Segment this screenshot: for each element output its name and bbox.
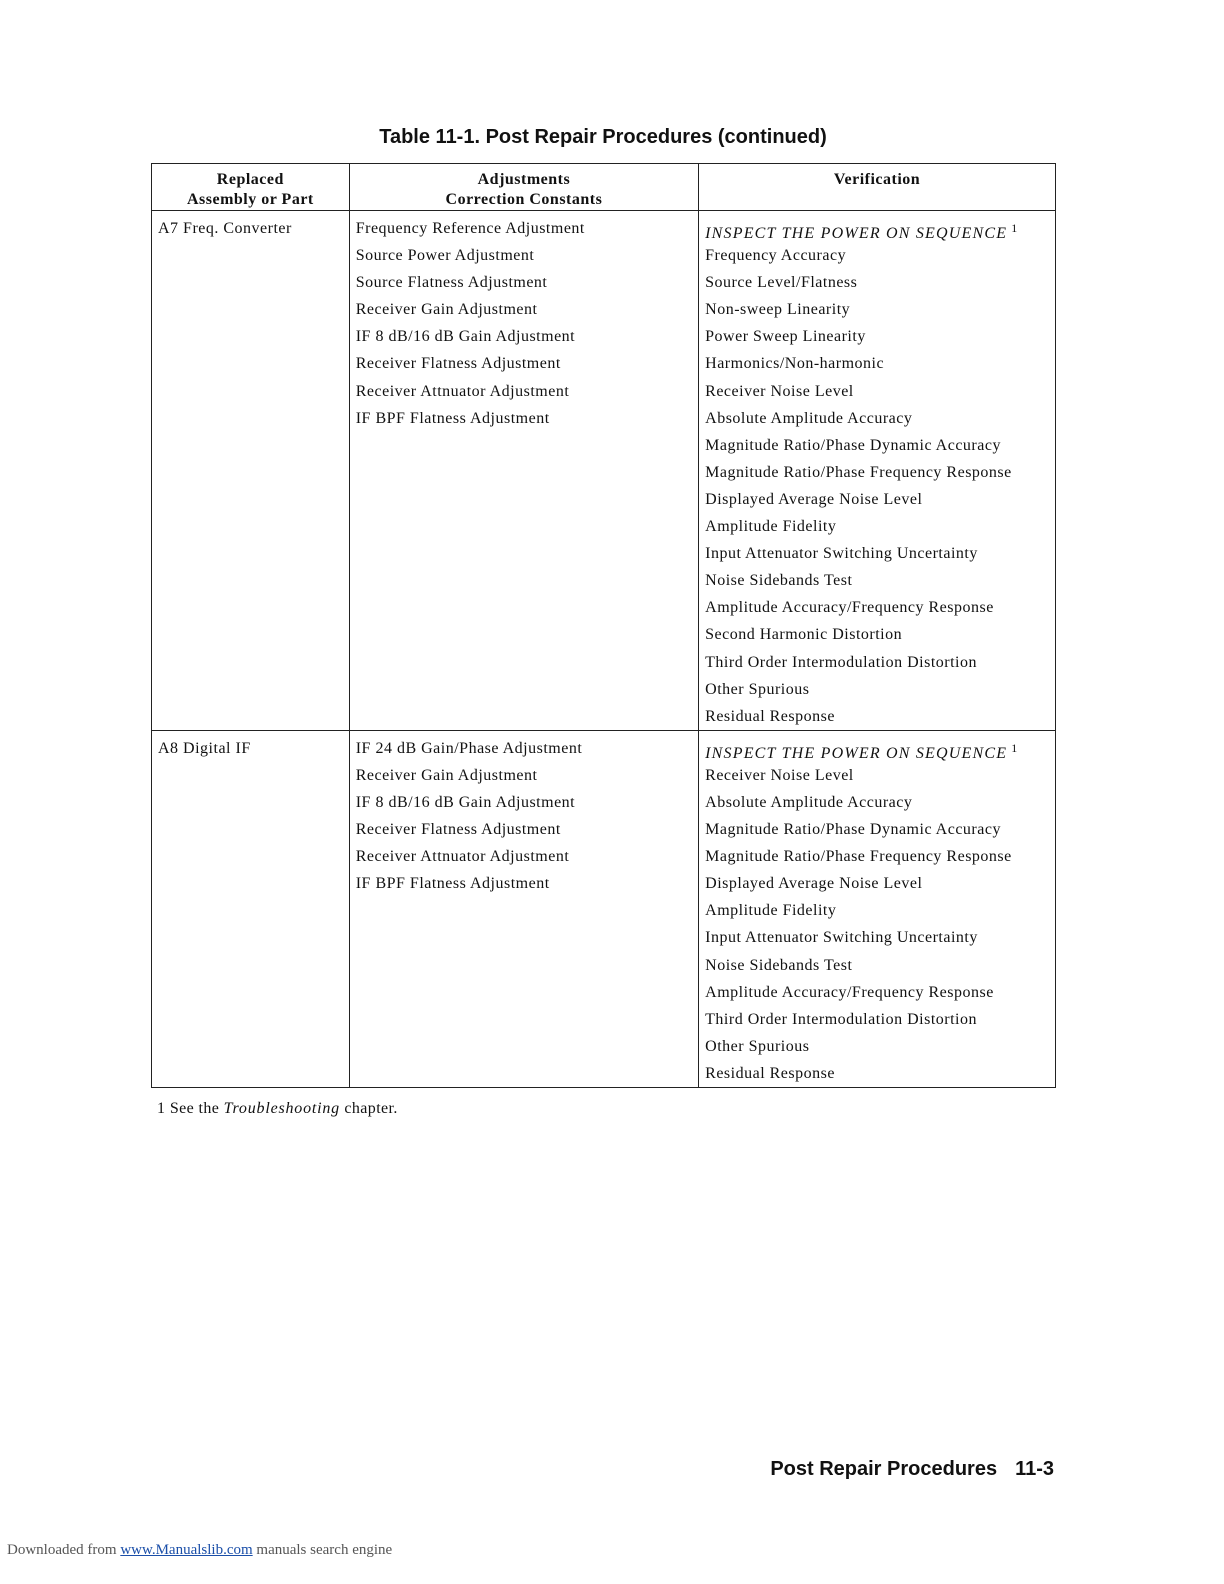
adjustment-item: Source Power Adjustment (355, 247, 535, 265)
inspect-text: INSPECT THE POWER ON SEQUENCE (705, 225, 1008, 242)
adjustment-item: Receiver Gain Adjustment (355, 766, 538, 784)
adjustment-item: Receiver Gain Adjustment (355, 301, 538, 319)
adjustment-item: Source Flatness Adjustment (355, 274, 548, 292)
header-row (152, 164, 1056, 211)
post-repair-table (151, 163, 1056, 1088)
download-prefix: Downloaded from (7, 1542, 117, 1558)
header-replaced (152, 164, 350, 211)
adjustment-item: Receiver Flatness Adjustment (355, 355, 561, 373)
verification-item: Amplitude Accuracy/Frequency Response (705, 983, 994, 1001)
verification-inspect (705, 215, 1049, 242)
verification-item: Displayed Average Noise Level (705, 875, 923, 893)
verification-cell (699, 211, 1056, 731)
adjustment-item: IF 8 dB/16 dB Gain Adjustment (355, 793, 576, 811)
table-row (152, 211, 1056, 731)
page-footer-section: Post Repair Procedures (770, 1458, 998, 1480)
verification-item: Third Order Intermodulation Distortion (705, 1010, 977, 1028)
verification-item: Harmonics/Non-harmonic (705, 355, 885, 373)
header-replaced-line1: Replaced (216, 171, 284, 188)
adjustments-cell (349, 211, 698, 731)
verification-item: Residual Response (705, 707, 835, 725)
header-replaced-line2: Assembly or Part (186, 191, 314, 208)
verification-item: Frequency Accuracy (705, 247, 847, 265)
table-group-1 (152, 211, 1056, 731)
adjustment-item: IF BPF Flatness Adjustment (355, 875, 550, 893)
part-cell (152, 211, 350, 731)
download-suffix: manuals search engine (256, 1542, 393, 1558)
footnote (157, 1100, 398, 1118)
verification-item: Displayed Average Noise Level (705, 490, 923, 508)
table-group-2 (152, 730, 1056, 1087)
adjustment-item: Receiver Flatness Adjustment (355, 821, 561, 839)
part-cell (152, 730, 350, 1087)
table-title: Table 11-1. Post Repair Procedures (continued) (379, 126, 827, 148)
verification-item: Receiver Noise Level (705, 766, 854, 784)
verification-item: Input Attenuator Switching Uncertainty (705, 929, 978, 947)
header-adjustments (349, 164, 698, 211)
verification-item: Amplitude Fidelity (705, 518, 837, 536)
header-adjustments-line2: Correction Constants (445, 191, 603, 208)
manualslib-link[interactable]: www.Manualslib.com (120, 1542, 253, 1558)
verification-item: Third Order Intermodulation Distortion (705, 653, 977, 671)
verification-item: Power Sweep Linearity (705, 328, 866, 346)
verification-item: Residual Response (705, 1064, 835, 1082)
footnote-marker: 1 (1011, 221, 1018, 235)
adjustment-item: IF BPF Flatness Adjustment (355, 409, 550, 427)
verification-item: Noise Sidebands Test (705, 572, 853, 590)
adjustments-cell (349, 730, 698, 1087)
verification-item: Amplitude Fidelity (705, 902, 837, 920)
adjustment-item: Receiver Attnuator Adjustment (355, 848, 570, 866)
header-verification (699, 164, 1056, 211)
verification-cell (699, 730, 1056, 1087)
verification-item: Amplitude Accuracy/Frequency Response (705, 599, 994, 617)
footnote-before: See the (169, 1100, 220, 1117)
verification-item: Other Spurious (705, 680, 810, 698)
header-verification-text: Verification (833, 171, 921, 188)
verification-item: Input Attenuator Switching Uncertainty (705, 545, 978, 563)
footnote-italic: Troubleshooting (223, 1100, 340, 1117)
verification-item: Magnitude Ratio/Phase Dynamic Accuracy (705, 436, 1001, 454)
adjustment-item: IF 24 dB Gain/Phase Adjustment (355, 739, 583, 757)
footnote-marker: 1 (1011, 740, 1018, 755)
part-name: A8 Digital IF (158, 739, 251, 757)
table-row (152, 730, 1056, 1087)
download-notice (7, 1542, 392, 1559)
inspect-text: INSPECT THE POWER ON SEQUENCE (705, 744, 1008, 762)
verification-item: Source Level/Flatness (705, 274, 858, 292)
page-footer (770, 1458, 1054, 1481)
verification-item: Magnitude Ratio/Phase Dynamic Accuracy (705, 821, 1001, 839)
adjustment-item: Frequency Reference Adjustment (355, 220, 585, 237)
verification-item: Non-sweep Linearity (705, 301, 851, 319)
adjustment-item: Receiver Attnuator Adjustment (355, 382, 570, 400)
verification-item: Absolute Amplitude Accuracy (705, 409, 913, 427)
footnote-after: chapter. (344, 1100, 398, 1117)
header-adjustments-line1: Adjustments (477, 171, 571, 188)
verification-inspect (705, 735, 1049, 762)
page-footer-number: 11-3 (1015, 1458, 1054, 1480)
footnote-number: 1 (157, 1100, 166, 1117)
verification-item: Second Harmonic Distortion (705, 626, 903, 644)
verification-item: Magnitude Ratio/Phase Frequency Response (705, 463, 1012, 481)
adjustment-item: IF 8 dB/16 dB Gain Adjustment (355, 328, 576, 346)
verification-item: Absolute Amplitude Accuracy (705, 793, 913, 811)
verification-item: Noise Sidebands Test (705, 956, 853, 974)
verification-item: Other Spurious (705, 1037, 810, 1055)
part-name: A7 Freq. Converter (158, 220, 292, 237)
verification-item: Magnitude Ratio/Phase Frequency Response (705, 848, 1012, 866)
verification-item: Receiver Noise Level (705, 382, 854, 400)
